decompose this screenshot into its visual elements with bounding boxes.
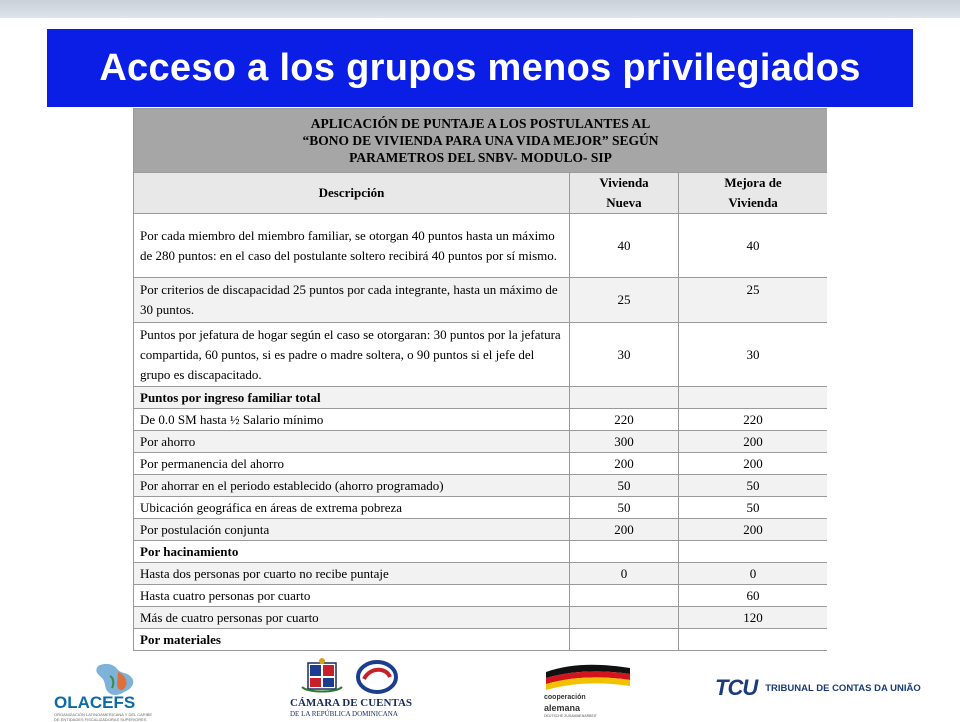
olacefs-logo (54, 660, 158, 722)
row-value-nueva: 30 (570, 323, 679, 387)
german-flag-swoosh-icon (544, 662, 632, 694)
slide-title: Acceso a los grupos menos privilegiados (99, 46, 861, 89)
row-description: Por ahorro (134, 431, 570, 453)
coop-line1: cooperación (544, 694, 586, 701)
table-row (134, 497, 828, 519)
table-title-line: PARAMETROS DEL SNBV- MODULO- SIP (349, 150, 612, 165)
table-row (134, 214, 828, 278)
row-value-mejora: 200 (679, 453, 828, 475)
scoring-table (133, 108, 827, 655)
table-row (134, 431, 828, 453)
coat-of-arms-icon (298, 657, 346, 695)
row-value-mejora: 25 (679, 278, 828, 323)
table-row (134, 453, 828, 475)
table-title (134, 109, 828, 173)
row-value-mejora: 60 (679, 585, 828, 607)
row-value-nueva: 25 (570, 278, 679, 323)
row-value-nueva: 200 (570, 453, 679, 475)
row-description: De 0.0 SM hasta ½ Salario mínimo (134, 409, 570, 431)
row-value-nueva: 300 (570, 431, 679, 453)
table-row (134, 607, 828, 629)
row-value-nueva (570, 629, 679, 651)
table-row (134, 475, 828, 497)
column-header-row (134, 173, 828, 214)
row-value-nueva (570, 585, 679, 607)
row-value-mejora: 50 (679, 497, 828, 519)
row-value-mejora (679, 629, 828, 651)
row-description: Hasta dos personas por cuarto no recibe puntaje (134, 563, 570, 585)
tcu-name: TRIBUNAL DE CONTAS DA UNIÃO (765, 682, 921, 694)
cooperacion-alemana-logo (540, 660, 640, 718)
table-row (134, 323, 828, 387)
coop-line3: DEUTSCHE ZUSAMMENARBEIT (544, 714, 597, 718)
section-label: Por hacinamiento (134, 541, 570, 563)
coop-line2: alemana (544, 703, 581, 713)
row-description: Puntos por jefatura de hogar según el caso se otorgaran: 30 puntos por la jefatura compartida, 60 puntos, si es padre o madre soltera, o 90 puntos si el jefe del grupo es discapacitado. (134, 323, 570, 387)
camara-name: CÁMARA DE CUENTAS (290, 697, 413, 709)
olacefs-subtitle: ORGANIZACIÓN LATINOAMERICANA Y DEL CARIBE DE ENTIDADES FISCALIZADORAS SUPERIORES (54, 712, 153, 722)
row-description: Ubicación geográfica en áreas de extrema pobreza (134, 497, 570, 519)
row-value-mejora: 200 (679, 519, 828, 541)
row-description: Por cada miembro del miembro familiar, se otorgan 40 puntos hasta un máximo de 280 puntos: en el caso del postulante soltero recibirá 40 puntos por sí mismo. (134, 214, 570, 278)
olacefs-wordmark: OLACEFS (54, 693, 136, 712)
table-row (134, 519, 828, 541)
section-row (134, 541, 828, 563)
section-row (134, 629, 828, 651)
row-value-mejora: 50 (679, 475, 828, 497)
row-description: Por ahorrar en el periodo establecido (ahorro programado) (134, 475, 570, 497)
table-title-line: “BONO DE VIVIENDA PARA UNA VIDA MEJOR” SEGÚN (302, 133, 659, 148)
row-description: Por permanencia del ahorro (134, 453, 570, 475)
camara-de-cuentas-logo (290, 657, 413, 719)
row-value-mejora (679, 387, 828, 409)
row-description: Por postulación conjunta (134, 519, 570, 541)
section-label: Por materiales (134, 629, 570, 651)
row-description: Hasta cuatro personas por cuarto (134, 585, 570, 607)
camara-country: DE LA REPÚBLICA DOMINICANA (290, 710, 398, 718)
section-row (134, 387, 828, 409)
row-value-nueva (570, 607, 679, 629)
row-value-mejora (679, 541, 828, 563)
section-label: Puntos por ingreso familiar total (134, 387, 570, 409)
row-value-nueva (570, 387, 679, 409)
title-banner (47, 29, 913, 107)
row-value-nueva: 40 (570, 214, 679, 278)
row-description: Por criterios de discapacidad 25 puntos por cada integrante, hasta un máximo de 30 puntos. (134, 278, 570, 323)
tcu-logo (715, 676, 935, 700)
row-value-mejora: 30 (679, 323, 828, 387)
row-value-nueva: 50 (570, 475, 679, 497)
column-header-line: Vivienda (728, 195, 778, 210)
table-title-row (134, 109, 828, 173)
row-description: Más de cuatro personas por cuarto (134, 607, 570, 629)
column-header-line: Vivienda (599, 175, 649, 190)
row-value-mejora: 200 (679, 431, 828, 453)
camara-emblem-icon (356, 659, 398, 695)
row-value-mejora: 0 (679, 563, 828, 585)
column-header-vivienda-nueva (570, 173, 679, 214)
top-bar (0, 0, 960, 18)
table-row (134, 585, 828, 607)
table-row (134, 278, 828, 323)
column-header-description: Descripción (134, 173, 570, 214)
tcu-mark: TCU (715, 675, 758, 700)
row-value-nueva: 50 (570, 497, 679, 519)
row-value-mejora: 40 (679, 214, 828, 278)
row-value-nueva: 0 (570, 563, 679, 585)
table-title-line: APLICACIÓN DE PUNTAJE A LOS POSTULANTES AL (310, 116, 651, 131)
row-value-mejora: 120 (679, 607, 828, 629)
row-value-nueva: 200 (570, 519, 679, 541)
column-header-line: Nueva (606, 195, 642, 210)
row-value-mejora: 220 (679, 409, 828, 431)
table-row (134, 563, 828, 585)
column-header-mejora-vivienda (679, 173, 828, 214)
table-row (134, 409, 828, 431)
row-value-nueva (570, 541, 679, 563)
column-header-line: Mejora de (724, 175, 782, 190)
row-value-nueva: 220 (570, 409, 679, 431)
